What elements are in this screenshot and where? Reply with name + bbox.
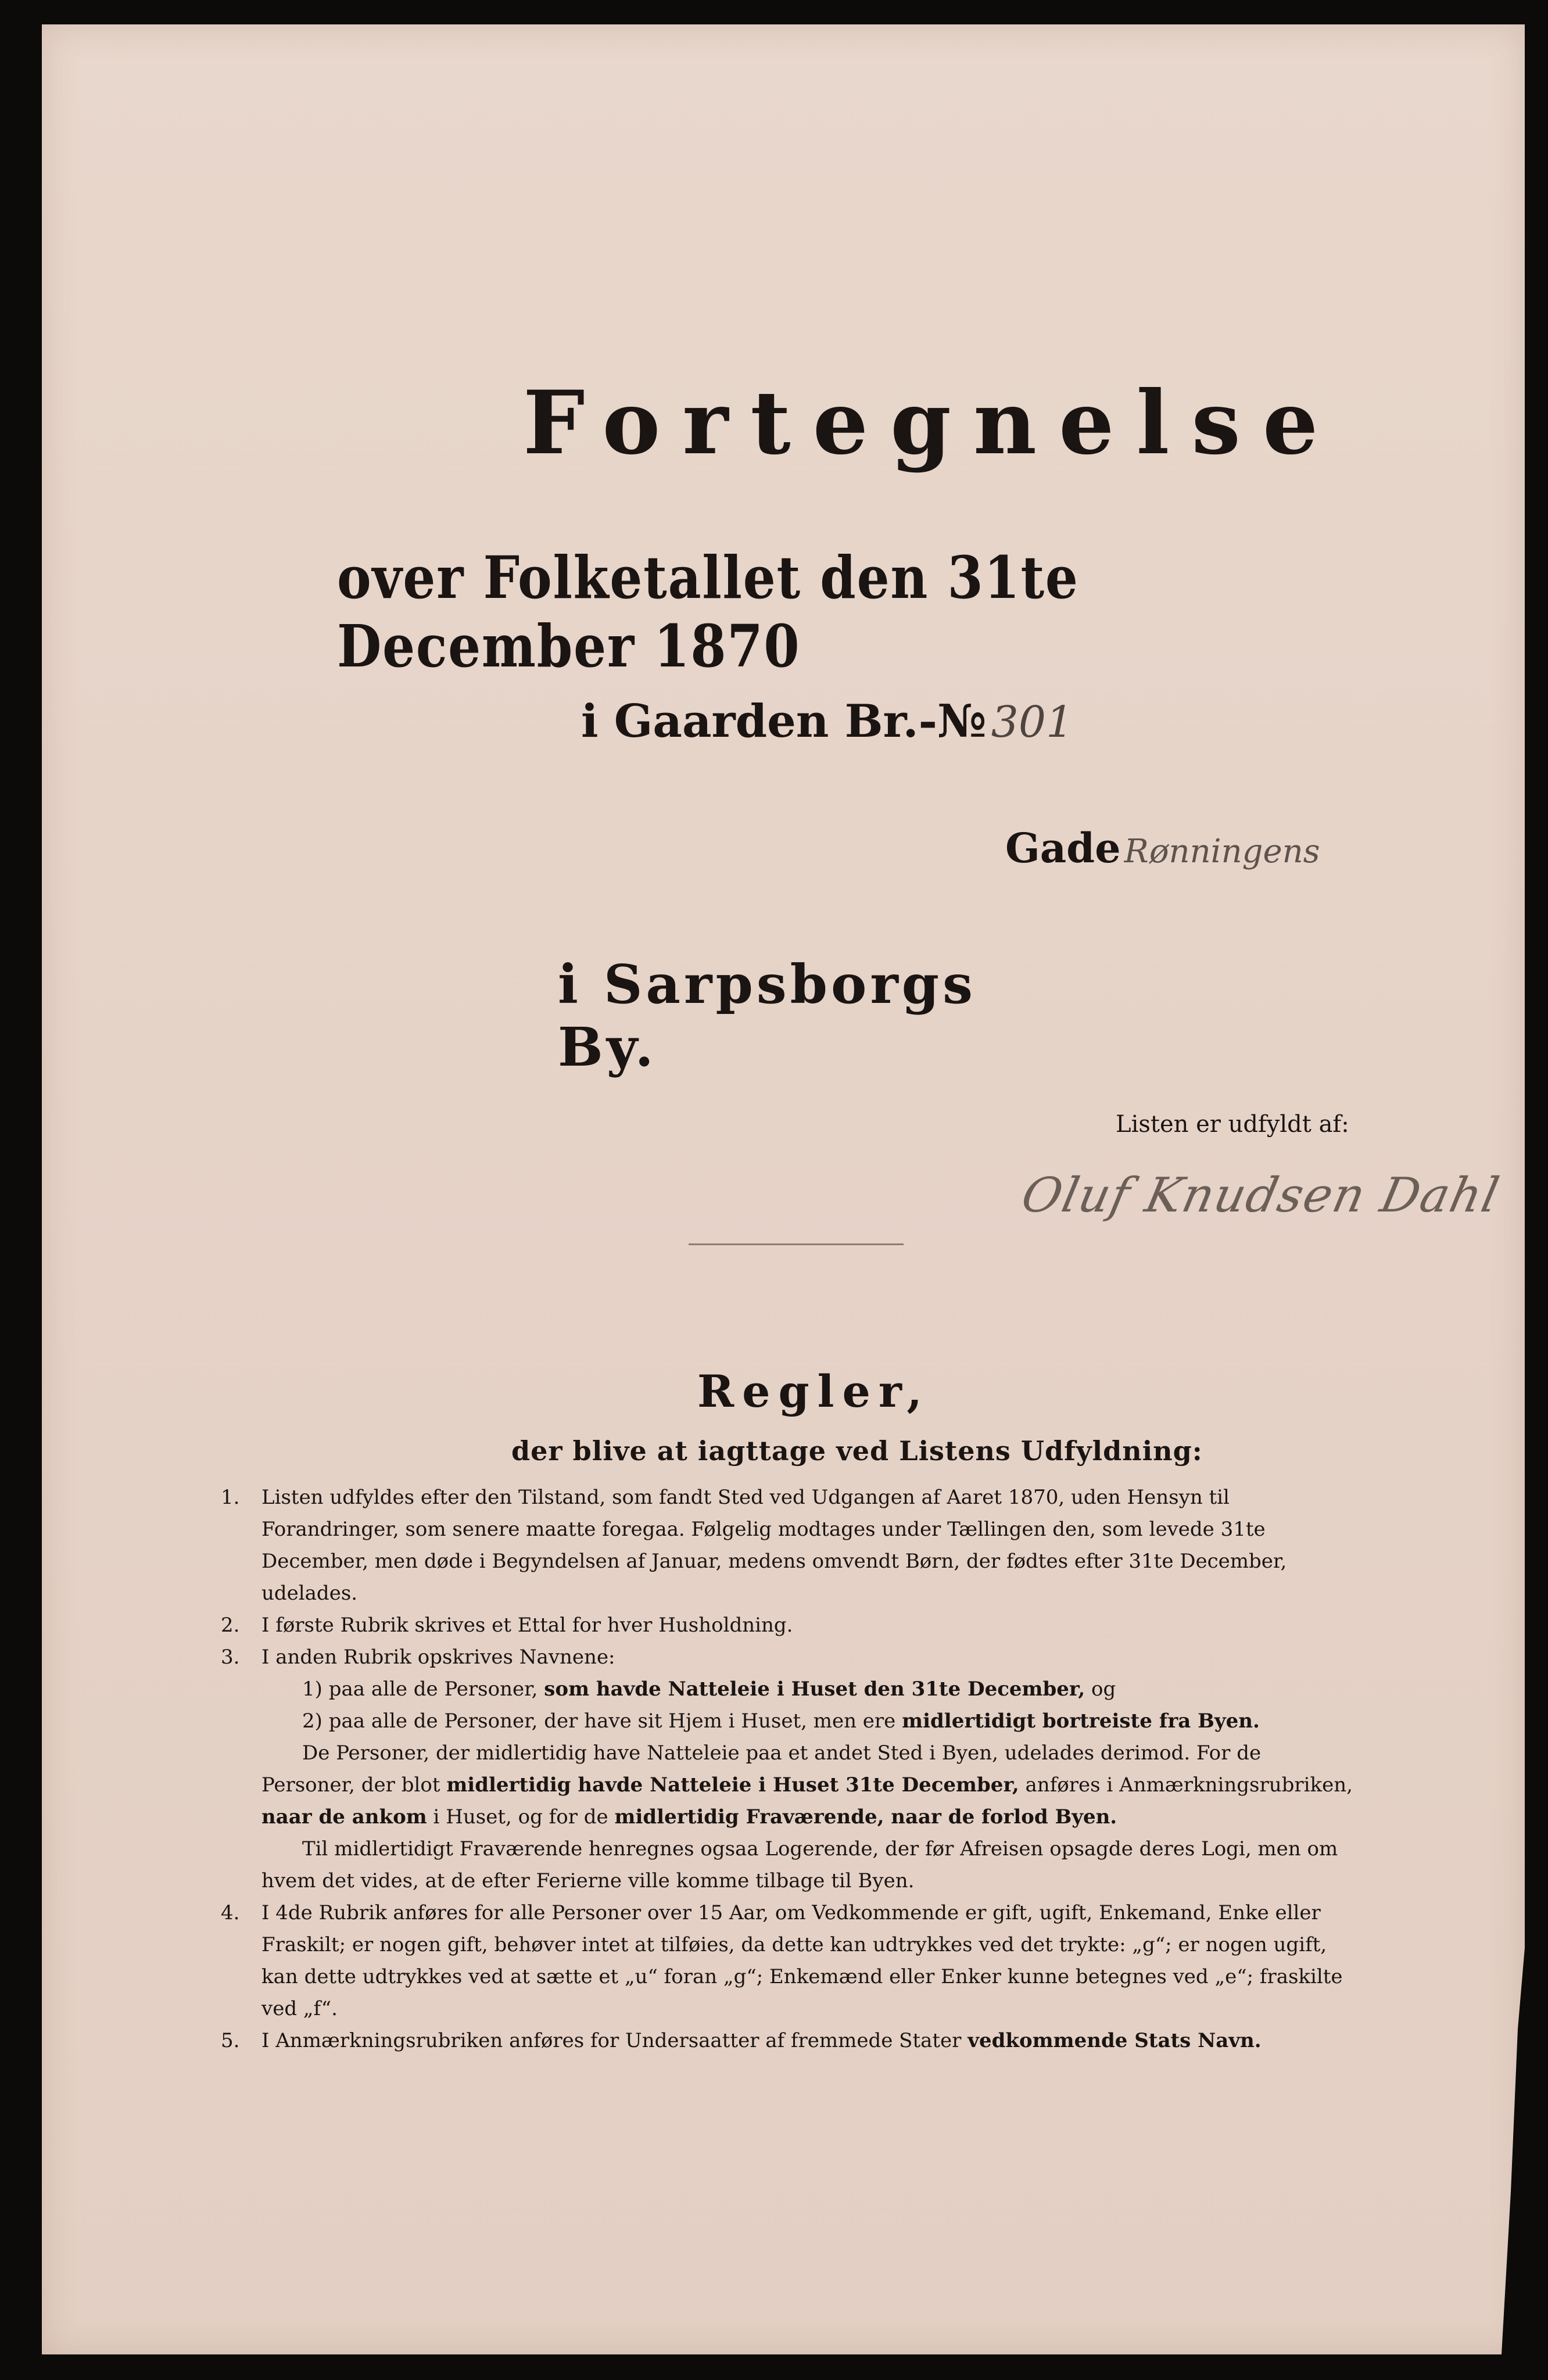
rule-text: anføres i Anmærkningsrubriken,: [1025, 1773, 1353, 1797]
rule-text: i Huset, og for de: [433, 1805, 608, 1829]
gade-line: [1005, 824, 1320, 872]
rule-3: [221, 1641, 1360, 1897]
rule-text: I 4de Rubrik anføres for alle Personer over 15 Aar, om Vedkommende er gift, ugift, Enkemand, Enke eller Fraskilt; er nogen gift, behøver intet at tilføies, da dette kan udtrykkes ved det trykte: „g“; er nogen ugift, kan dette udtrykkes ved at sætte et „u“ foran „g“; Enkemænd eller Enker kunne betegnes ved „e“; fraskilte ved „f“.: [261, 1901, 1343, 2020]
rule-emphasis: midlertidigt bortreiste fra Byen.: [902, 1709, 1260, 1733]
rule-3-item-2: [261, 1705, 1360, 1737]
rule-number: 4.: [221, 1901, 240, 1924]
rule-3-note: [261, 1737, 1360, 1833]
rule-text: I første Rubrik skrives et Ettal for hver Husholdning.: [261, 1614, 793, 1637]
rule-5: [221, 2025, 1360, 2057]
gade-label: Gade: [1005, 824, 1121, 872]
rule-text: og: [1091, 1678, 1116, 1701]
rule-1: [221, 1482, 1360, 1610]
rule-4: [221, 1897, 1360, 2025]
page-title: Fortegnelse: [523, 372, 1341, 474]
rule-text: Listen udfyldes efter den Tilstand, som fandt Sted ved Udgangen af Aaret 1870, uden Hensyn til Forandringer, som senere maatte foregaa. Følgelig modtages under Tællingen den, som levede 31te December, men døde i Begyndelsen af Januar, medens omvendt Børn, der fødtes efter 31te December, udelades.: [261, 1486, 1287, 1605]
rules-subtitle: der blive at iagttage ved Listens Udfyldning:: [511, 1435, 1203, 1467]
rule-emphasis: midlertidig havde Natteleie i Huset 31te December,: [446, 1773, 1019, 1797]
rule-3-item-1: [261, 1673, 1360, 1705]
rule-number: 1.: [221, 1486, 240, 1509]
rule-number: 3.: [221, 1646, 240, 1669]
gaard-line: [581, 695, 1073, 748]
rule-text: I anden Rubrik opskrives Navnene:: [261, 1646, 615, 1669]
rule-text: 1) paa alle de Personer,: [302, 1678, 538, 1701]
rule-emphasis: vedkommende Stats Navn.: [967, 2029, 1262, 2052]
rules-list: [221, 1482, 1360, 2057]
rule-emphasis: naar de ankom: [261, 1805, 427, 1829]
gade-handwritten: Rønningens: [1124, 833, 1320, 870]
gaard-number-handwritten: 301: [991, 697, 1074, 747]
rule-emphasis: som havde Natteleie i Huset den 31te December,: [544, 1678, 1085, 1701]
signature: Oluf Knudsen Dahl: [1016, 1168, 1505, 1223]
rule-emphasis: midlertidig Fraværende, naar de forlod Byen.: [614, 1805, 1117, 1829]
rule-number: 5.: [221, 2029, 240, 2052]
city-line: i Sarpsborgs By.: [558, 953, 976, 1078]
rules-title: Regler,: [697, 1365, 930, 1417]
rule-text: I Anmærkningsrubriken anføres for Undersaatter af fremmede Stater: [261, 2029, 962, 2052]
rule-text: 2) paa alle de Personer, der have sit Hjem i Huset, men ere: [302, 1709, 896, 1733]
rule-2: [221, 1610, 1360, 1641]
page-subtitle: over Folketallet den 31te December 1870: [337, 543, 1079, 680]
filled-by-label: Listen er udfyldt af:: [1116, 1111, 1349, 1138]
divider: [689, 1243, 904, 1245]
rule-number: 2.: [221, 1614, 240, 1637]
rule-3-note-2: Til midlertidigt Fraværende henregnes ogsaa Logerende, der før Afreisen opsagde deres Logi, men om hvem det vides, at de efter Ferierne ville komme tilbage til Byen.: [261, 1837, 1338, 1892]
rule-text: De Personer, der midlertidig have Natteleie paa et andet Sted i Byen, udelades derimod. For de Personer, der blot: [261, 1741, 1262, 1797]
gaard-label: i Gaarden Br.-№: [581, 695, 987, 748]
torn-edge: [1502, 1948, 1525, 2354]
